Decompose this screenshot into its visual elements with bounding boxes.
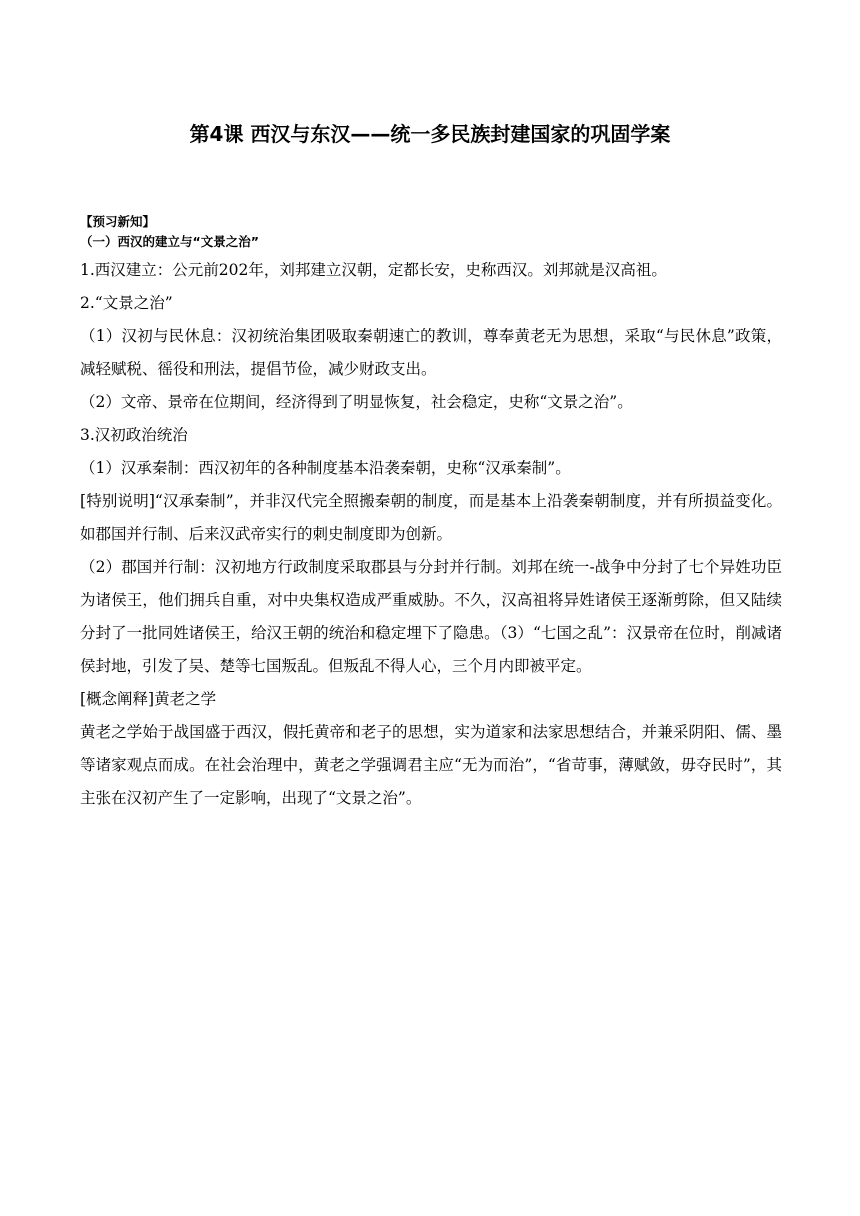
- paragraph-rest-with-people: （1）汉初与民休息：汉初统治集团吸取秦朝速亡的教训，尊奉黄老无为思想，采取“与民休息”政策，减轻赋税、徭役和刑法，提倡节俭，减少财政支出。: [80, 327, 782, 378]
- heading-wenjing-rule: 2.“文景之治”: [80, 294, 173, 312]
- page-title: 第4课 西汉与东汉——统一多民族封建国家的巩固学案: [189, 122, 671, 146]
- paragraph-commandery-kingdom-system: （2）郡国并行制：汉初地方行政制度采取郡县与分封并行制。刘邦在统一-战争中分封了七个异姓功臣为诸侯王，他们拥兵自重，对中央集权造成严重威胁。不久，汉高祖将异姓诸侯王逐渐剪除，但又陆续分封了一批同姓诸侯王，给汉王朝的统治和稳定埋下了隐患。（3）“七国之乱”：汉景帝在位时，削减诸侯封地，引发了吴、楚等七国叛乱。但叛乱不得人心，三个月内即被平定。: [80, 558, 782, 675]
- section-label: 【预习新知】: [80, 214, 156, 229]
- paragraph-han-inherits-qin: （1）汉承秦制：西汉初年的各种制度基本沿袭秦朝，史称“汉承秦制”。: [80, 459, 571, 477]
- subsection-label: （一）西汉的建立与“文景之治”: [80, 234, 259, 249]
- heading-concept-huanglao: [概念阐释]黄老之学: [80, 690, 217, 708]
- heading-early-han-politics: 3.汉初政治统治: [80, 426, 188, 444]
- paragraph-huanglao-explanation: 黄老之学始于战国盛于西汉，假托黄帝和老子的思想，实为道家和法家思想结合，并兼采阴阳、儒、墨等诸家观点而成。在社会治理中，黄老之学强调君主应“无为而治”，“省苛事，薄赋敛，毋夺民时”，其主张在汉初产生了一定影响，出现了“文景之治”。: [80, 723, 782, 807]
- paragraph-special-note: [特别说明]“汉承秦制”，并非汉代完全照搬秦朝的制度，而是基本上沿袭秦朝制度，并有所损益变化。如郡国并行制、后来汉武帝实行的刺史制度即为创新。: [80, 492, 782, 543]
- document-body: [80, 212, 782, 815]
- paragraph-western-han-founding: 1.西汉建立：公元前202年，刘邦建立汉朝，定都长安，史称西汉。刘邦就是汉高祖。: [80, 261, 667, 279]
- paragraph-wen-jing-emperors: （2）文帝、景帝在位期间，经济得到了明显恢复，社会稳定，史称“文景之治”。: [80, 393, 633, 411]
